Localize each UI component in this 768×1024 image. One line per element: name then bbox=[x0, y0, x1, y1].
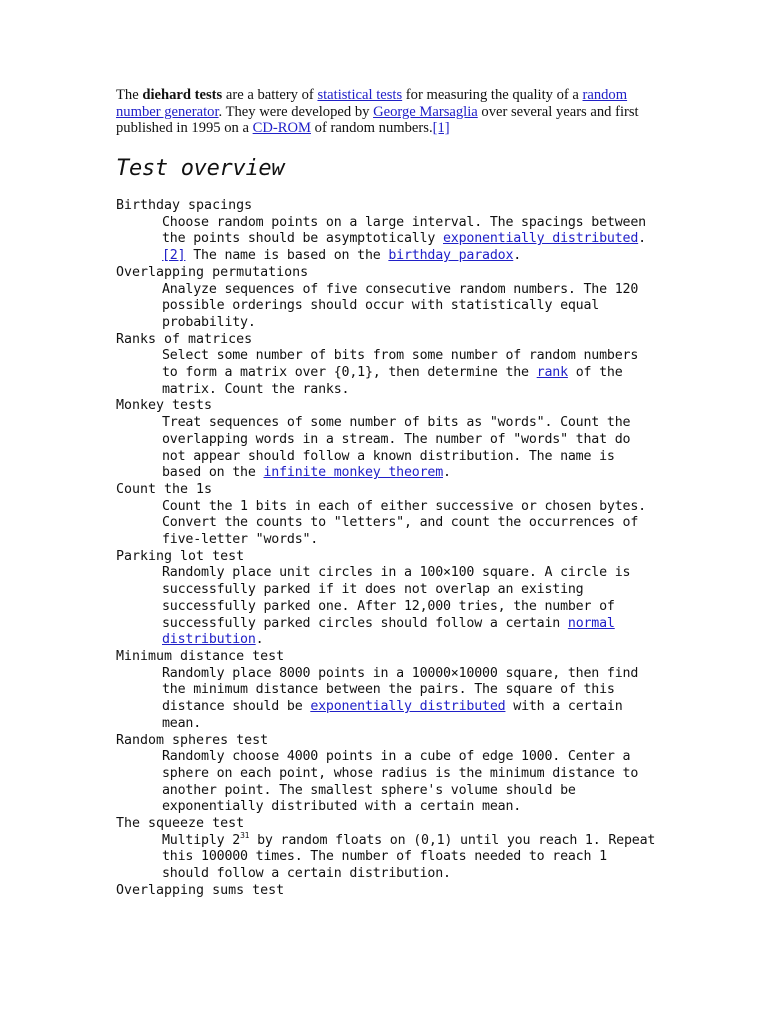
link-random-number-generator[interactable]: random number generator bbox=[116, 87, 628, 120]
intro-text: of random numbers. bbox=[311, 120, 433, 137]
description-text: Treat sequences of some number of bits as "words". Count the overlapping words in a stream. The number of "words" that do not appear should follow a known distribution. The name is based on the bbox=[162, 415, 631, 481]
test-description-squeeze bbox=[162, 830, 656, 883]
description-text: Multiply 2 bbox=[162, 832, 241, 848]
description-text: Choose random points on a large interval. The spacings between the points should be asymptotically bbox=[162, 214, 646, 247]
reference-link-1[interactable]: [1] bbox=[432, 120, 450, 137]
description-text: with a certain mean. bbox=[162, 699, 623, 731]
test-description-count-the-1s: Count the 1 bits in each of either successive or chosen bytes. Convert the counts to "letters", and count the occurrences of five-letter "words". bbox=[162, 498, 646, 548]
test-term-overlapping-permutations: Overlapping permutations bbox=[116, 264, 309, 280]
link-exponentially-distributed-2[interactable]: exponentially distributed bbox=[310, 699, 506, 715]
link-george-marsaglia[interactable]: George Marsaglia bbox=[373, 103, 478, 120]
description-text: of the matrix. Count the ranks. bbox=[162, 365, 623, 397]
intro-text: . They were developed by bbox=[218, 103, 374, 120]
intro-paragraph bbox=[116, 87, 656, 137]
intro-text: over several years and first published in 1995 on a bbox=[116, 103, 639, 137]
intro-text: The bbox=[116, 87, 143, 103]
intro-text: for measuring the quality of a bbox=[402, 87, 583, 103]
section-heading: Test overview bbox=[116, 156, 285, 181]
test-term-squeeze: The squeeze test bbox=[116, 816, 245, 832]
description-text: The name is based on the bbox=[185, 248, 389, 264]
test-description-minimum-distance bbox=[162, 666, 656, 733]
test-term-parking-lot: Parking lot test bbox=[116, 548, 245, 564]
test-description-random-spheres: Randomly choose 4000 points in a cube of edge 1000. Center a sphere on each point, whose radius is the minimum distance to another point. The smallest sphere's volume should be exponentially distributed with a certain mean. bbox=[162, 749, 639, 815]
link-rank[interactable]: rank bbox=[536, 365, 568, 381]
test-list bbox=[116, 198, 656, 900]
test-term-monkey-tests: Monkey tests bbox=[116, 398, 213, 414]
test-description-overlapping-permutations: Analyze sequences of five consecutive random numbers. The 120 possible orderings should occur with statistically equal probability. bbox=[162, 281, 639, 330]
description-text: Randomly place unit circles in a 100×100 square. A circle is successfully parked if it does not overlap an existing successfully parked one. After 12,000 tries, the number of successfully parked circles should follow a certain bbox=[162, 565, 631, 631]
test-term-minimum-distance: Minimum distance test bbox=[116, 648, 285, 664]
link-infinite-monkey-theorem[interactable]: infinite monkey theorem bbox=[263, 465, 444, 481]
superscript-exponent: 31 bbox=[240, 830, 250, 840]
test-term-random-spheres: Random spheres test bbox=[116, 732, 269, 748]
test-term-overlapping-sums: Overlapping sums test bbox=[116, 882, 285, 898]
link-statistical-tests[interactable]: statistical tests bbox=[317, 87, 403, 103]
link-exponentially-distributed[interactable]: exponentially distributed bbox=[443, 231, 639, 247]
description-text: Select some number of bits from some number of random numbers to form a matrix over {0,1}, then determine the bbox=[162, 348, 639, 381]
link-normal-distribution[interactable]: normal distribution bbox=[162, 615, 615, 648]
description-text: . bbox=[443, 465, 451, 481]
test-term-count-the-1s: Count the 1s bbox=[116, 481, 213, 497]
description-text: . bbox=[513, 248, 522, 264]
intro-text: are a battery of bbox=[222, 87, 318, 103]
intro-bold-term: diehard tests bbox=[142, 87, 223, 103]
test-description-monkey-tests bbox=[162, 415, 656, 482]
description-text: . bbox=[638, 231, 646, 247]
test-term-birthday-spacings: Birthday spacings bbox=[116, 198, 253, 213]
link-birthday-paradox[interactable]: birthday paradox bbox=[388, 248, 514, 264]
description-text: Randomly place 8000 points in a 10000×10000 square, then find the minimum distance between the pairs. The square of this distance should be bbox=[162, 665, 639, 715]
link-cd-rom[interactable]: CD-ROM bbox=[252, 120, 311, 137]
test-description-birthday-spacings bbox=[162, 215, 656, 265]
test-description-ranks-of-matrices bbox=[162, 348, 656, 398]
test-term-ranks-of-matrices: Ranks of matrices bbox=[116, 331, 253, 347]
description-text: by random floats on (0,1) until you reach 1. Repeat this 100000 times. The number of floats needed to reach 1 should follow a certain distribution. bbox=[162, 832, 656, 882]
reference-link-2[interactable]: [2] bbox=[162, 248, 186, 264]
test-description-parking-lot bbox=[162, 565, 656, 649]
description-text: . bbox=[255, 632, 264, 648]
